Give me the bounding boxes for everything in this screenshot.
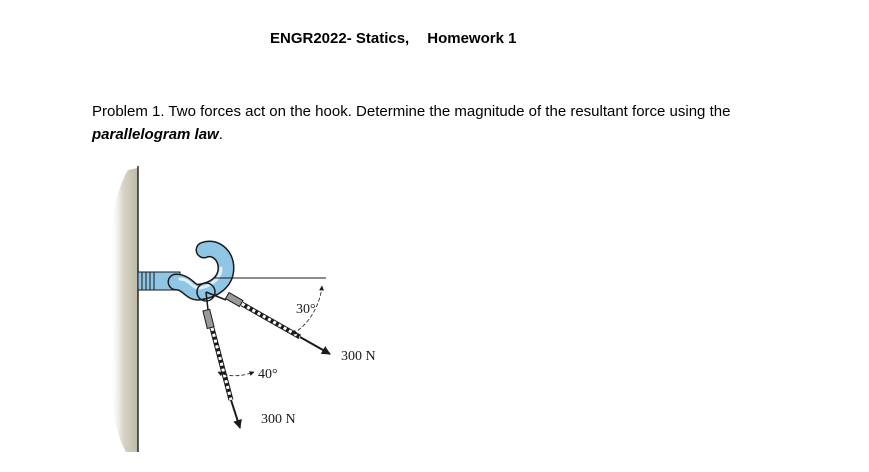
force-right-arrow xyxy=(300,337,330,354)
force-down-arrow xyxy=(231,400,240,428)
angle-label-40: 40° xyxy=(258,367,278,382)
problem-end: . xyxy=(218,126,223,143)
problem-emphasis: parallelogram law xyxy=(92,126,219,143)
problem-text: Problem 1. Two forces act on the hook. Determine the magnitude of the resultant force using the xyxy=(92,103,731,120)
cable-down xyxy=(203,292,231,400)
angle-label-30: 30° xyxy=(296,302,316,317)
cable-right xyxy=(206,292,300,337)
hook xyxy=(176,249,226,301)
course-title: ENGR2022- Statics, xyxy=(270,30,410,47)
wall xyxy=(110,166,138,452)
homework-title: Homework 1 xyxy=(427,30,517,47)
force-label-down: 300 N xyxy=(261,412,296,427)
force-label-right: 300 N xyxy=(341,349,376,364)
